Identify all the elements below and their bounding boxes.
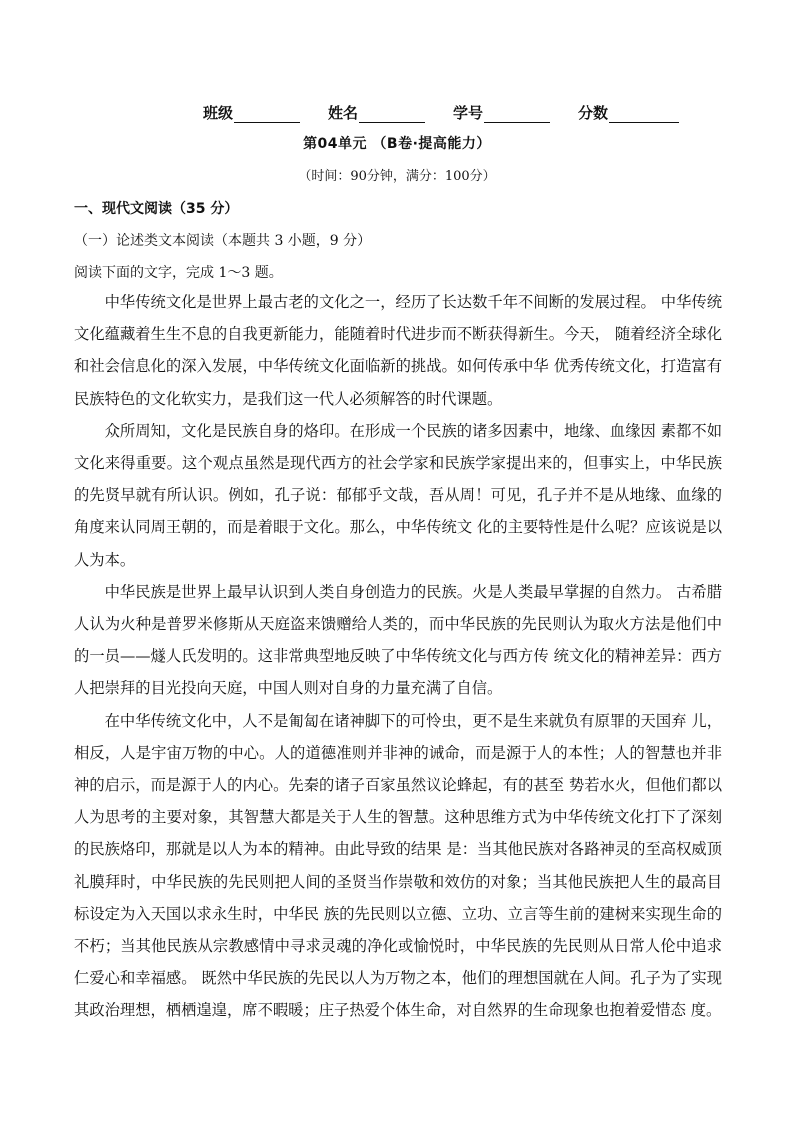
reading-passage xyxy=(74,286,722,1027)
passage-paragraph: 中华民族是世界上最早认识到人类自身创造力的民族。火是人类最早掌握的自然力。 古希腊人认为火种是普罗米修斯从天庭盗来馈赠给人类的，而中华民族的先民则认为取火方法是他们中的一员——燧人氏发明的。这非常典型地反映了中华传统文化与西方传 统文化的精神差异：西方人把崇拜的目光投向天庭，中国人则对自身的力量充满了自信。 xyxy=(74,582,722,698)
unit-title: 第04单元 （B卷·提高能力） xyxy=(303,136,491,152)
student-id-field[interactable] xyxy=(453,102,550,123)
sub-heading: （一）论述类文本阅读（本题共 3 小题，9 分） xyxy=(74,233,372,249)
time-info: （时间：90分钟，满分：100分） xyxy=(298,169,496,184)
passage-paragraph: 众所周知，文化是民族自身的烙印。在形成一个民族的诸多因素中，地缘、血缘因 素都不如文化来得重要。这个观点虽然是现代西方的社会学家和民族学家提出来的，但事实上，中华民族的先贤早就有所认识。例如，孔子说：郁郁乎文哉，吾从周！可见，孔子并不是从地缘、血缘的角度来认同周王朝的，而是着眼于文化。那么，中华传统文 化的主要特性是什么呢？应该说是以人为本。 xyxy=(74,421,722,569)
score-label: 分数 xyxy=(578,104,609,122)
score-field[interactable] xyxy=(578,102,679,123)
name-field[interactable] xyxy=(328,102,425,123)
passage-paragraph: 中华传统文化是世界上最古老的文化之一，经历了长达数千年不间断的发展过程。 中华传统文化蕴藏着生生不息的自我更新能力，能随着时代进步而不断获得新生。今天， 随着经济全球化和社会信息化的深入发展，中华传统文化面临新的挑战。如何传承中华 优秀传统文化，打造富有民族特色的文化软实力，是我们这一代人必须解答的时代课题。 xyxy=(74,293,722,408)
class-blank-line[interactable] xyxy=(234,106,300,123)
student-id-label: 学号 xyxy=(453,104,484,122)
score-blank-line[interactable] xyxy=(609,106,679,123)
student-info-fields xyxy=(203,102,673,123)
section-heading: 一、现代文阅读（35 分） xyxy=(74,201,239,217)
class-field[interactable] xyxy=(203,102,300,123)
student-id-blank-line[interactable] xyxy=(484,106,550,123)
class-label: 班级 xyxy=(203,104,234,122)
name-label: 姓名 xyxy=(328,104,359,122)
passage-paragraph: 在中华传统文化中，人不是匍匐在诸神脚下的可怜虫，更不是生来就负有原罪的天国弃 儿，相反，人是宇宙万物的中心。人的道德准则并非神的诫命，而是源于人的本性；人的智慧也并非神的启示，而是源于人的内心。先秦的诸子百家虽然议论蜂起，有的甚至 势若水火，但他们都以人为思考的主要对象，其智慧大都是关于人生的智慧。这种思维方式为中华传统文化打下了深刻的民族烙印，那就是以人为本的精神。由此导致的结果 是：当其他民族对各路神灵的至高权威顶礼膜拜时，中华民族的先民则把人间的圣贤当作崇敬和效仿的对象；当其他民族把人生的最高目标设定为入天国以求永生时，中华民 族的先民则以立德、立功、立言等生前的建树来实现生命的不朽；当其他民族从宗教感情中寻求灵魂的净化或愉悦时，中华民族的先民则从日常人伦中追求仁爱心和幸福感。 既然中华民族的先民以人为万物之本，他们的理想国就在人间。孔子为了实现其政治理想，栖栖遑遑，席不暇暖；庄子热爱个体生命，对自然界的生命现象也抱着爱惜态 度。 xyxy=(74,711,722,1020)
name-blank-line[interactable] xyxy=(359,106,425,123)
reading-instruction: 阅读下面的文字，完成 1～3 题。 xyxy=(74,265,283,281)
